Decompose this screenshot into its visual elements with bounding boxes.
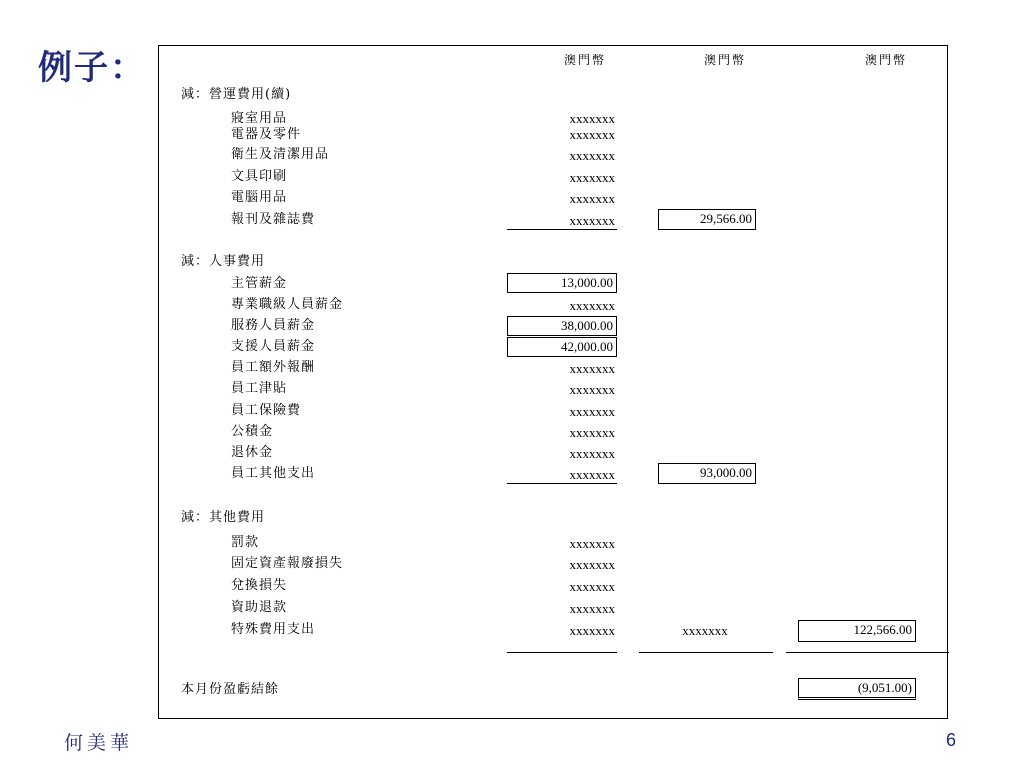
section-title-personnel: 減：人事費用 [181, 254, 266, 269]
section-title-other: 減：其他費用 [181, 510, 266, 525]
result-label: 本月份盈虧結餘 [181, 682, 280, 697]
col2-value: xxxxxxx [682, 623, 728, 638]
item-label: 專業職級人員薪金 [231, 297, 344, 312]
item-value: xxxxxxx [569, 557, 615, 572]
slide-title: 例子： [38, 48, 146, 88]
item-value: xxxxxxx [569, 170, 615, 185]
item-label: 員工津貼 [231, 381, 288, 396]
underline [507, 483, 617, 484]
item-value: xxxxxxx [569, 467, 615, 482]
item-label: 報刊及雜誌費 [231, 212, 316, 227]
item-value: xxxxxxx [569, 127, 615, 142]
item-label: 文具印刷 [231, 169, 288, 184]
subtotal-personnel: 93,000.00 [658, 463, 756, 484]
result-value: (9,051.00) [798, 678, 916, 700]
item-value: xxxxxxx [569, 148, 615, 163]
underline [786, 652, 949, 653]
subtotal-operating: 29,566.00 [658, 209, 756, 230]
item-label: 公積金 [231, 424, 274, 439]
item-value: xxxxxxx [569, 425, 615, 440]
item-label: 支援人員薪金 [231, 339, 316, 354]
item-label: 退休金 [231, 445, 274, 460]
item-value: xxxxxxx [569, 623, 615, 638]
item-label: 員工其他支出 [231, 466, 316, 481]
total-expenses: 122,566.00 [798, 620, 916, 642]
item-value: xxxxxxx [569, 213, 615, 228]
item-label: 主管薪金 [231, 276, 288, 291]
underline [507, 652, 617, 653]
item-label: 固定資產報廢損失 [231, 556, 344, 571]
col-header-2: 澳門幣 [704, 53, 747, 67]
income-statement-sheet [158, 45, 948, 719]
col-header-3: 澳門幣 [865, 53, 908, 67]
item-label: 電器及零件 [231, 127, 302, 142]
item-value: xxxxxxx [569, 579, 615, 594]
item-label: 電腦用品 [231, 190, 288, 205]
item-value: xxxxxxx [569, 601, 615, 616]
item-value: xxxxxxx [569, 298, 615, 313]
item-value: xxxxxxx [569, 111, 615, 126]
item-label: 資助退款 [231, 600, 288, 615]
section-title-operating: 減：營運費用(續) [181, 87, 292, 102]
item-label: 寢室用品 [231, 111, 288, 126]
item-value: xxxxxxx [569, 446, 615, 461]
item-label: 衛生及清潔用品 [231, 147, 330, 162]
underline [507, 229, 617, 230]
col-header-1: 澳門幣 [564, 53, 607, 67]
item-label: 兌換損失 [231, 578, 288, 593]
page-number: 6 [946, 730, 957, 750]
item-label: 特殊費用支出 [231, 622, 316, 637]
item-value: xxxxxxx [569, 404, 615, 419]
item-value: xxxxxxx [569, 361, 615, 376]
boxed-value: 38,000.00 [507, 316, 617, 336]
item-label: 服務人員薪金 [231, 318, 316, 333]
boxed-value: 42,000.00 [507, 337, 617, 357]
item-label: 員工保險費 [231, 403, 302, 418]
item-value: xxxxxxx [569, 382, 615, 397]
item-value: xxxxxxx [569, 536, 615, 551]
author-name: 何美華 [64, 732, 134, 754]
boxed-value: 13,000.00 [507, 273, 617, 293]
item-label: 員工額外報酬 [231, 360, 316, 375]
item-value: xxxxxxx [569, 191, 615, 206]
underline [639, 652, 773, 653]
item-label: 罰款 [231, 535, 260, 550]
